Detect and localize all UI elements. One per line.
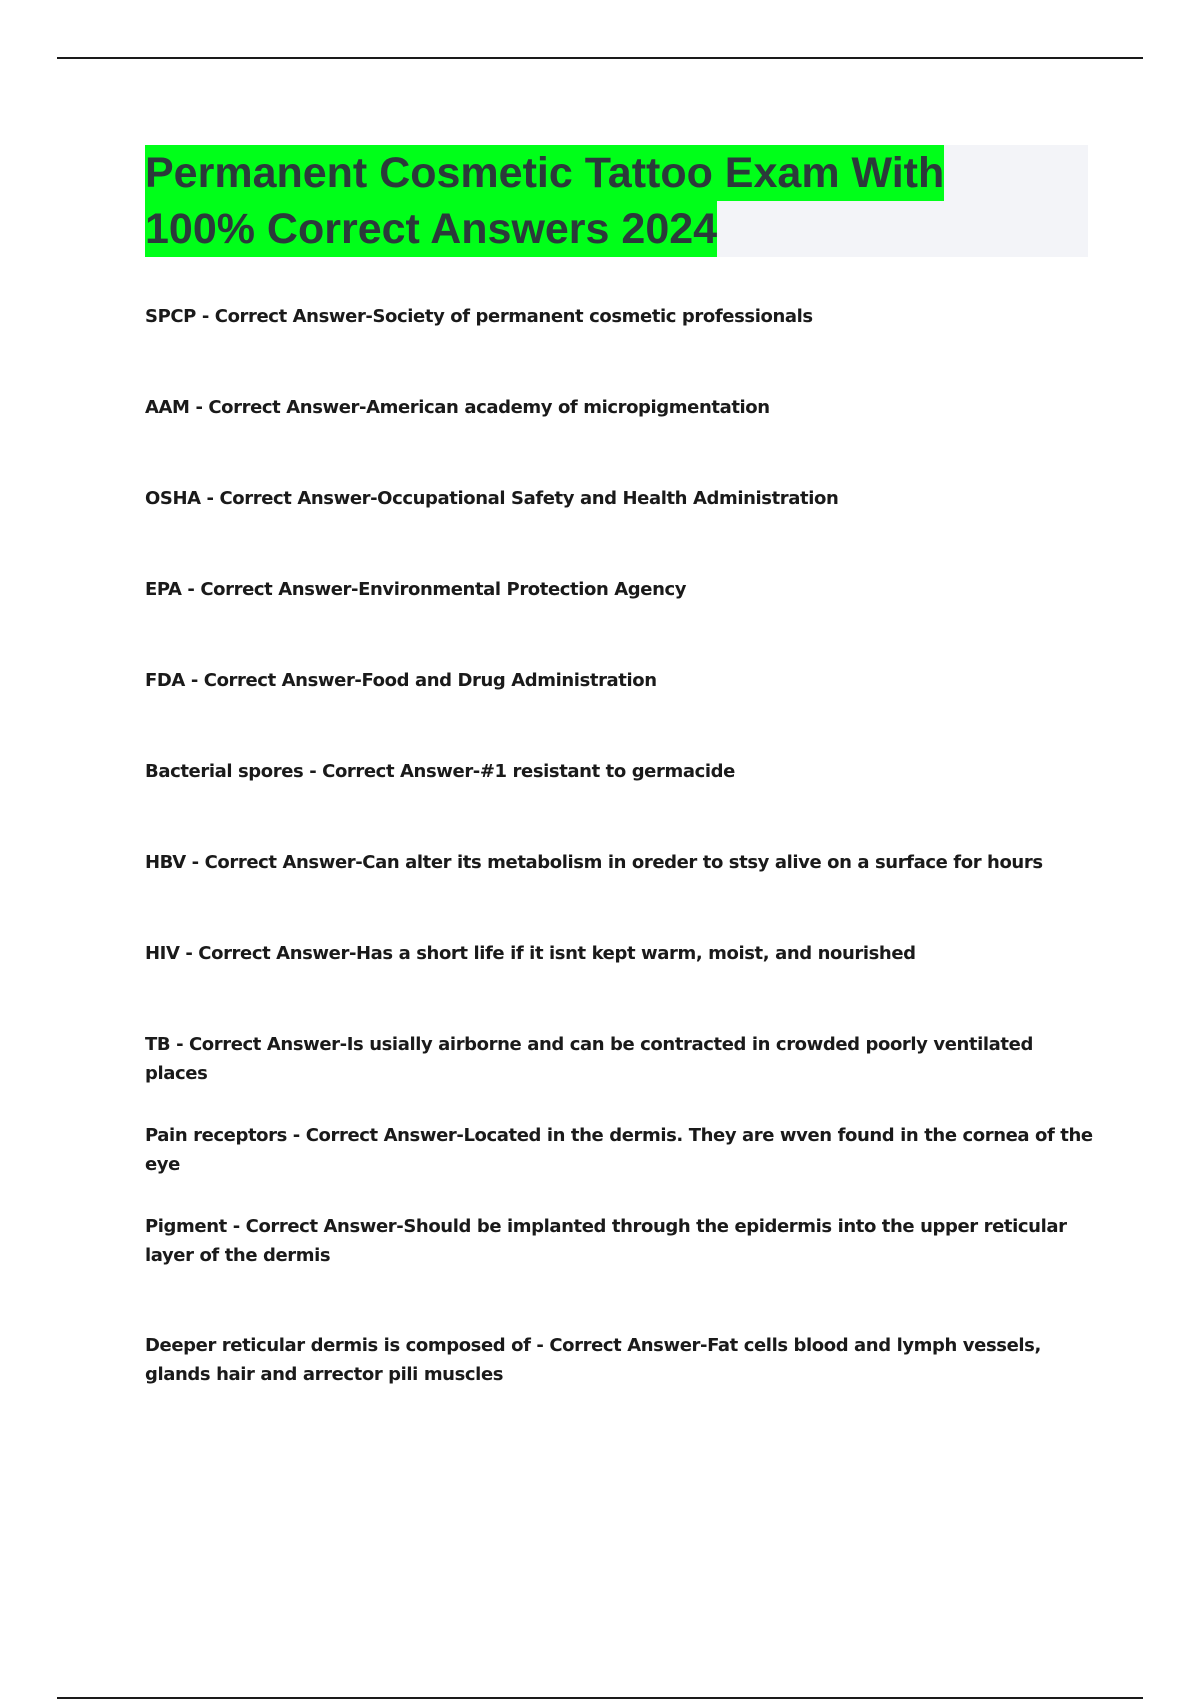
qa-item: FDA - Correct Answer-Food and Drug Administration [145,670,657,691]
title-block [145,145,1088,257]
qa-item: EPA - Correct Answer-Environmental Protection Agency [145,579,687,600]
qa-item: Pain receptors - Correct Answer-Located in the dermis. They are wven found in the cornea of the eye [145,1125,1093,1175]
qa-item: OSHA - Correct Answer-Occupational Safety and Health Administration [145,488,839,509]
qa-item: Bacterial spores - Correct Answer-#1 resistant to germacide [145,761,735,782]
qa-item: AAM - Correct Answer-American academy of micropigmentation [145,397,770,418]
page-title-line-1: Permanent Cosmetic Tattoo Exam With [145,145,944,201]
qa-item: Deeper reticular dermis is composed of - Correct Answer-Fat cells blood and lymph vessels, glands hair and arrector pili muscles [145,1335,1041,1385]
qa-item: TB - Correct Answer-Is usially airborne and can be contracted in crowded poorly ventilated places [145,1034,1033,1084]
bottom-rule [57,1697,1143,1699]
qa-item: HIV - Correct Answer-Has a short life if it isnt kept warm, moist, and nourished [145,943,916,964]
qa-item: SPCP - Correct Answer-Society of permanent cosmetic professionals [145,306,813,327]
qa-item: Pigment - Correct Answer-Should be implanted through the epidermis into the upper reticular layer of the dermis [145,1216,1067,1266]
page-title-line-2: 100% Correct Answers 2024 [145,201,717,257]
top-rule [57,57,1143,59]
qa-item: HBV - Correct Answer-Can alter its metabolism in oreder to stsy alive on a surface for hours [145,852,1043,873]
